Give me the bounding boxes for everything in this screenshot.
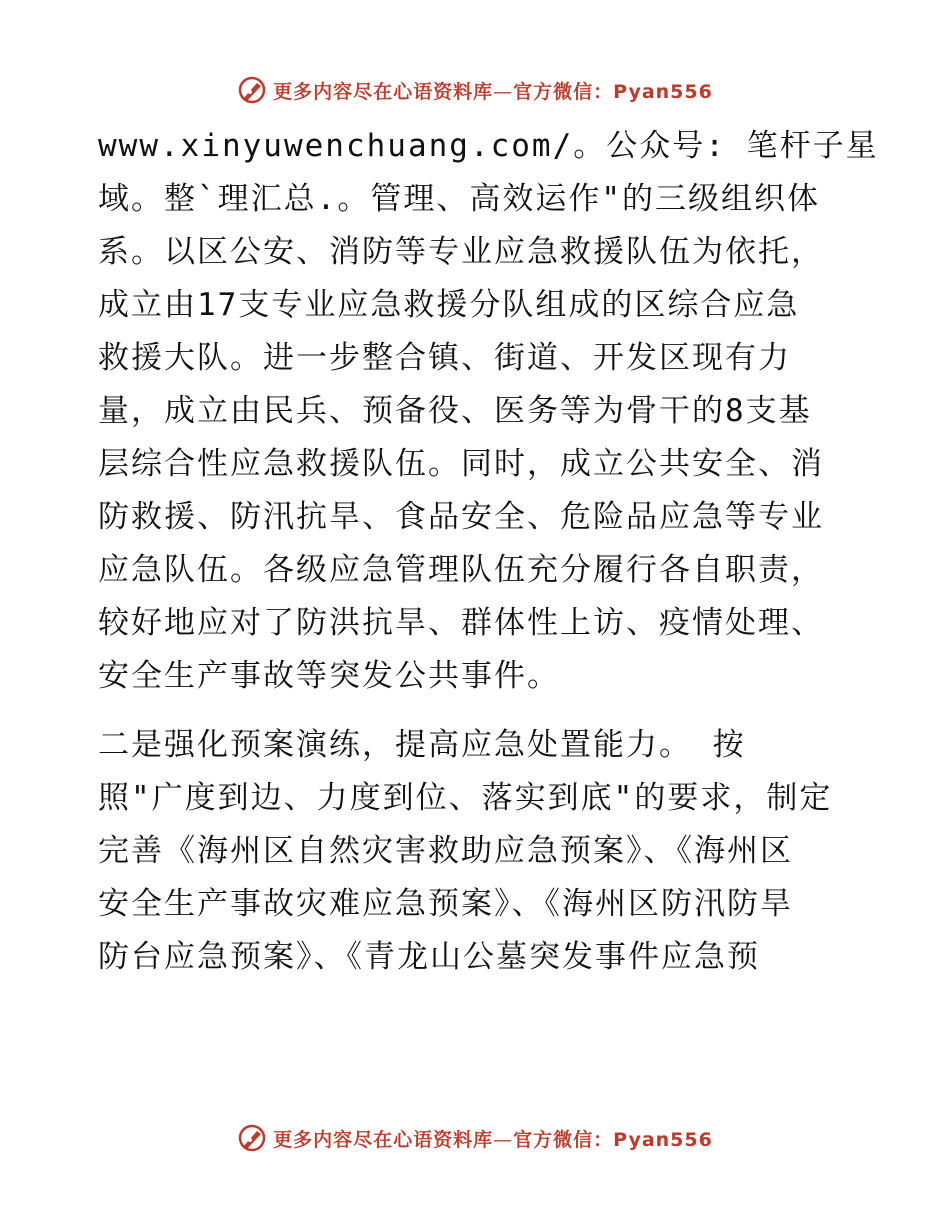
text-line: 成立由17支专业应急救援分队组成的区综合应急 <box>98 287 800 323</box>
text-line: 救援大队。进一步整合镇、街道、开发区现有力 <box>98 340 791 376</box>
text-line: 二是强化预案演练，提高应急处置能力。 按 <box>98 727 746 763</box>
footer-banner-text: 更多内容尽在心语资料库—官方微信：Pyan556 <box>273 1128 713 1151</box>
paragraph-gap <box>98 703 858 719</box>
text-line: 系。以区公安、消防等专业应急救援队伍为依托， <box>98 234 824 270</box>
text-line: 防救援、防汛抗旱、食品安全、危险品应急等专业 <box>98 499 824 535</box>
text-line: 应急队伍。各级应急管理队伍充分履行各自职责， <box>98 552 824 588</box>
text-line: 较好地应对了防洪抗旱、群体性上访、疫情处理、 <box>98 605 824 641</box>
text-line: 域。整`理汇总.。管理、高效运作"的三级组织体 <box>98 181 820 217</box>
text-line: 照"广度到边、力度到位、落实到底"的要求，制定 <box>98 780 833 816</box>
text-line: www.xinyuwenchuang.com/。公众号: 笔杆子星 <box>98 128 879 164</box>
text-line: 防台应急预案》、《青龙山公墓突发事件应急预 <box>98 939 760 975</box>
pen-logo-icon <box>237 75 267 105</box>
pen-logo-icon <box>237 1123 267 1153</box>
header-banner-text: 更多内容尽在心语资料库—官方微信：Pyan556 <box>273 80 713 103</box>
text-line: 完善《海州区自然灾害救助应急预案》、《海州区 <box>98 833 793 869</box>
text-line: 安全生产事故等突发公共事件。 <box>98 658 560 694</box>
text-line: 量，成立由民兵、预备役、医务等为骨干的8支基 <box>98 393 812 429</box>
document-body <box>98 120 879 984</box>
header-banner <box>0 70 950 110</box>
text-line: 层综合性应急救援队伍。同时，成立公共安全、消 <box>98 446 824 482</box>
footer-banner <box>0 1118 950 1158</box>
text-line: 安全生产事故灾难应急预案》、《海州区防汛防旱 <box>98 886 793 922</box>
